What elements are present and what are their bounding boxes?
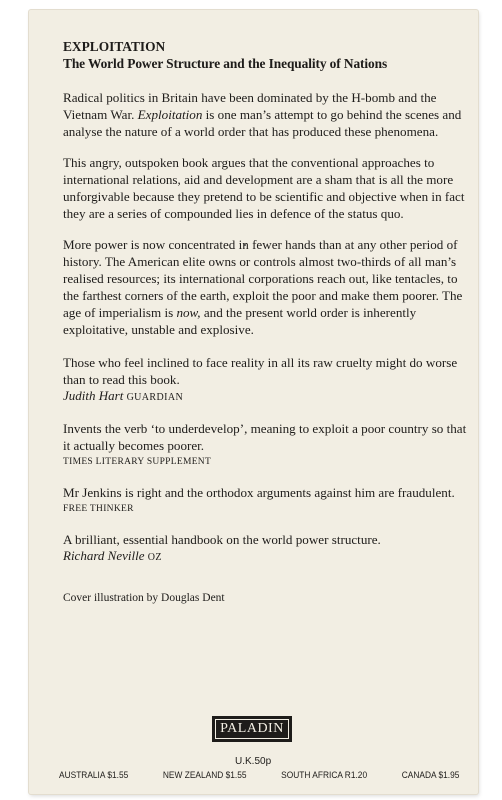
review-source: OZ [147, 552, 162, 563]
review-source: TIMES LITERARY SUPPLEMENT [63, 457, 212, 467]
review-quote [63, 484, 468, 517]
review-quote [63, 354, 468, 406]
blurb-p1-lead: Radical politics in Britain have been dominated by the H-bomb and the Vietnam War. [63, 90, 437, 122]
price-list [59, 770, 459, 781]
price-south-africa: SOUTH AFRICA R1.20 [281, 770, 368, 781]
blurb-paragraph-1 [63, 89, 468, 140]
blurb-paragraph-3 [63, 236, 468, 338]
review-source: GUARDIAN [126, 392, 184, 403]
blurb-p3-tail: and the present world order is inherently exploitative, unstable and explosive. [63, 305, 417, 337]
review-byline [63, 548, 468, 566]
cover-text [63, 38, 468, 607]
review-quote [63, 531, 468, 566]
review-text: Mr Jenkins is right and the orthodox arguments against him are fraudulent. [63, 485, 455, 500]
book-title: EXPLOITATION [63, 39, 166, 54]
blurb-p1-tail: is one man’s attempt to go behind the scenes and analyse the nature of a world order that has produced these phenomena. [63, 107, 462, 139]
blurb-p1-title-ref: Exploitation [137, 107, 203, 122]
publisher-logo-text: PALADIN [215, 719, 289, 739]
review-text: A brilliant, essential handbook on the world power structure. [63, 532, 381, 547]
blurb-p3-emphasis: now, [176, 305, 201, 320]
blurb-p3-lead: More power is now concentrated in fewer hands than at any other period of history. The American elite owns or controls almost two-thirds of all man’s realised resources; its international corporations reach out, like tentacles, to the farthest corners of the earth, exploit the poor and make them poorer. The age of imperialism is [63, 237, 463, 320]
review-text: Those who feel inclined to face reality in all its raw cruelty might do worse than to read this book. [63, 355, 458, 387]
review-author: Judith Hart [63, 388, 124, 403]
illustration-credit: Cover illustration by Douglas Dent [63, 592, 225, 604]
price-new-zealand: NEW ZEALAND $1.55 [162, 770, 247, 781]
publisher-logo [212, 716, 292, 742]
blurb-paragraph-2: This angry, outspoken book argues that the conventional approaches to international relations, aid and development are a sham that is all the more unforgivable because they pretend to be scientific and objective when in fact they are a series of compounded lies in defence of the status quo. [63, 155, 465, 221]
review-text: Invents the verb ‘to underdevelop’, meaning to exploit a poor country so that it actually becomes poorer. [63, 421, 467, 453]
review-author: Richard Neville [63, 548, 145, 563]
price-canada: CANADA $1.95 [401, 770, 460, 781]
review-source: FREE THINKER [63, 504, 134, 514]
price-uk: U.K.50p [235, 756, 272, 767]
price-australia: AUSTRALIA $1.55 [59, 770, 129, 781]
review-byline [63, 388, 468, 406]
book-subtitle: The World Power Structure and the Inequality of Nations [63, 56, 388, 71]
review-quote [63, 420, 468, 470]
